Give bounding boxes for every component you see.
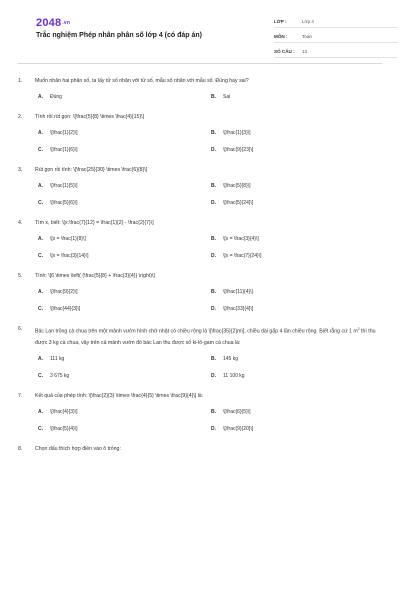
option-d[interactable]: D. 11 100 kg <box>211 372 245 379</box>
option-a[interactable]: A. \[\frac{1}{2}\] <box>38 130 78 136</box>
question-text: Kết quả của phép tính: \[\frac{2}{3} \times \frac{4}{5} \times \frac{9}{4}\] là: <box>35 392 204 399</box>
meta-question-count: SỐ CÂU : 13 <box>274 45 398 58</box>
question-text: Tìm x, biết: \[x:\frac{7}{12} = \frac{1}{2} - \frac{2}{7}\] <box>35 220 154 226</box>
option-c[interactable]: C. \[\frac{44}{3}\] <box>38 306 81 312</box>
option-a[interactable]: A. \[\frac{1}{5}\] <box>38 183 78 189</box>
option-b[interactable]: B. \[x = \frac{3}{4}\] <box>211 236 259 242</box>
meta-grade: LỚP : Lớp 4 <box>274 15 398 28</box>
question-text: Tính: \[6 \times \left( {\frac{5}{8} + \frac{3}{4}} \right)\] <box>35 273 155 279</box>
option-b[interactable]: B. \[\frac{1}{3}\] <box>211 130 251 136</box>
option-a[interactable]: A. \[\frac{9}{2}\] <box>38 289 78 295</box>
question-number: 4. <box>18 220 23 226</box>
option-c[interactable]: C. 3 675 kg <box>38 372 70 379</box>
option-d[interactable]: D. \[\frac{5}{24}\] <box>211 200 254 206</box>
option-a[interactable]: A. \[\frac{4}{3}\] <box>38 408 78 415</box>
option-d[interactable]: D. \[\frac{33}{4}\] <box>211 306 254 312</box>
question-text: Chọn dấu thích hợp điền vào ô trống: <box>35 445 121 452</box>
question-list <box>18 76 382 464</box>
option-b[interactable]: B. \[\frac{6}{5}\] <box>211 408 251 415</box>
question-text: Tính rồi rút gọn: \[\frac{5}{8} \times \frac{4}{15}\] <box>35 114 145 120</box>
question-text: Bác Lan trồng cà chua trên một mảnh vườn hình chữ nhật có chiều rộng là \[\frac{35}{2}m\], chiều dài gấp 4 lần chiều rộng. Biết rằng cứ 1 $m^2$ thì thu được 3 kg cà chua, vậy trên cả mảnh vườn đó bác Lan thu được số ki-lô-gam cà chua là: <box>35 327 376 346</box>
option-b[interactable]: B. 145 kg <box>211 355 239 362</box>
option-c[interactable]: C. \[\frac{5}{4}\] <box>38 425 78 432</box>
option-a[interactable]: A. \[x = \frac{1}{8}\] <box>38 236 86 242</box>
option-a[interactable]: A. 111 kg <box>38 355 65 362</box>
question-3 <box>18 165 382 209</box>
question-text: Rút gọn rồi tính: \[\frac{25}{30} \times \frac{6}{8}\] <box>35 167 148 173</box>
option-d[interactable]: D. \[\frac{9}{20}\] <box>211 425 254 432</box>
site-logo[interactable]: 2048.vn <box>36 17 71 29</box>
option-c[interactable]: C. \[x = \frac{3}{14}\] <box>38 253 89 259</box>
question-4 <box>18 218 382 262</box>
question-1 <box>18 76 382 103</box>
option-d[interactable]: D. \[x = \frac{7}{24}\] <box>211 253 262 259</box>
page-header <box>18 0 382 62</box>
option-b[interactable]: B. \[\frac{11}{4}\] <box>211 289 253 295</box>
meta-subject: MÔN : Toán <box>274 30 398 43</box>
question-number: 1. <box>18 78 23 84</box>
question-2 <box>18 112 382 156</box>
option-a[interactable]: A. Đúng <box>38 94 62 100</box>
option-c[interactable]: C. \[\frac{5}{6}\] <box>38 200 78 206</box>
question-number: 3. <box>18 167 23 173</box>
page-title: Trắc nghiệm Phép nhân phân số lớp 4 (có đáp án) <box>36 32 202 39</box>
question-8 <box>18 444 382 455</box>
question-number: 7. <box>18 392 23 399</box>
question-6 <box>18 324 382 382</box>
question-number: 5. <box>18 273 23 279</box>
quiz-meta <box>274 15 398 60</box>
question-7 <box>18 391 382 435</box>
question-number: 8. <box>18 445 23 452</box>
question-number: 2. <box>18 114 23 120</box>
option-c[interactable]: C. \[\frac{1}{6}\] <box>38 147 78 153</box>
question-number: 6. <box>18 326 23 332</box>
question-text: Muốn nhân hai phân số, ta lấy tử số nhân với tử số, mẫu số nhân với mẫu số. Đúng hay sai? <box>35 78 249 84</box>
option-b[interactable]: B. \[\frac{5}{8}\] <box>211 183 251 189</box>
question-5 <box>18 271 382 315</box>
option-b[interactable]: B. Sai <box>211 94 231 100</box>
header-divider <box>18 63 382 64</box>
option-d[interactable]: D. \[\frac{9}{23}\] <box>211 147 254 153</box>
